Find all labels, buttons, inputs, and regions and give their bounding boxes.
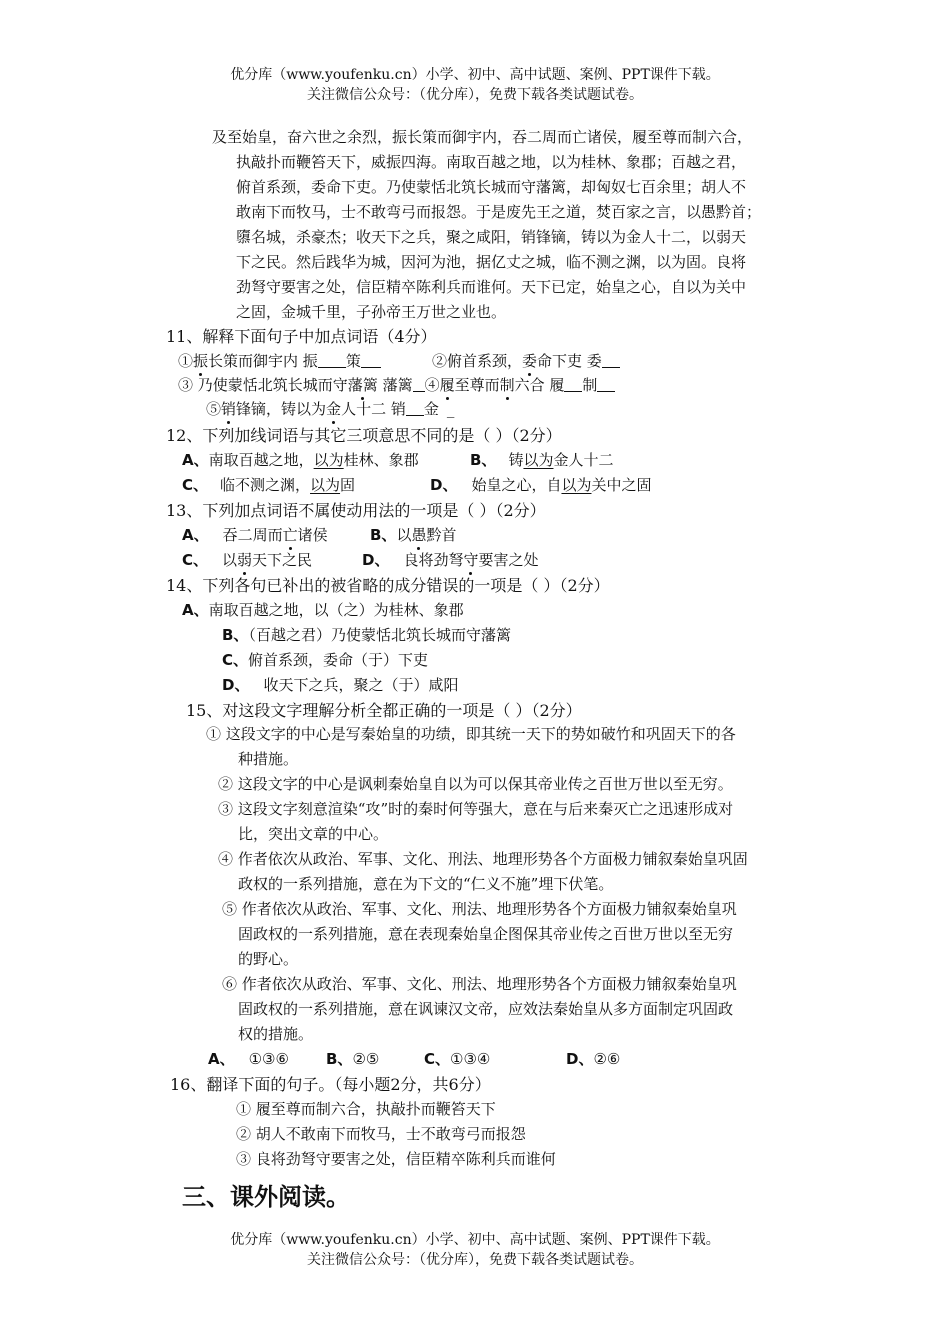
item-text: 策 [345, 352, 361, 370]
option-text: ①③⑥ [248, 1050, 289, 1068]
q13-option-c[interactable] [182, 553, 312, 568]
question-stem: 13、下列加点词语不属使动用法的一项是（ ）（2分） [166, 501, 546, 520]
passage-line: 俯首系颈，委命下吏。乃使蒙恬北筑长城而守藩篱，却匈奴七百余里；胡人不 [236, 178, 747, 196]
q12-option-d[interactable] [430, 478, 652, 493]
dotted-word: 制 [499, 376, 515, 394]
option-letter: A、 [208, 1050, 235, 1068]
dotted-word: 守 [463, 551, 479, 569]
question-stem: 14、下列各句已补出的被省略的成分错误的一项是（ ）（2分） [166, 576, 610, 595]
item-text: 制 [582, 376, 598, 394]
answer-blank[interactable] [406, 401, 424, 416]
option-text: ②⑥ [593, 1050, 621, 1068]
q15-option-a[interactable] [208, 1052, 289, 1067]
q15-statement: 种措施。 [238, 750, 299, 768]
footer-line-1: 优分库（www.youfenku.cn）小学、初中、高中试题、案例、PPT课件下载。 [230, 1232, 720, 1248]
option-letter: D、 [222, 676, 250, 694]
passage-line: 隳名城，杀豪杰；收天下之兵，聚之咸阳，销锋镝，铸以为金人十二，以弱天 [236, 228, 747, 246]
option-letter: C、 [182, 476, 209, 494]
dotted-word: 销 [221, 400, 237, 418]
option-text: 黔首 [426, 526, 457, 544]
option-text: 南取百越之地，以（之）为桂林、象郡 [208, 601, 464, 619]
footer-line-2: 关注微信公众号：（优分库），免费下载各类试题试卷。 [307, 1252, 643, 1268]
item-number: ④ [424, 376, 440, 394]
q11-item-3 [178, 377, 615, 393]
q15-statement: 比，突出文章的中心。 [238, 825, 389, 843]
item-text: 命下吏 委 [537, 352, 602, 370]
option-letter: A、 [182, 451, 209, 469]
q15-statement: 政权的一系列措施，意在为下文的“仁义不施”埋下伏笔。 [238, 875, 614, 893]
section-heading: 三、课外阅读。 [182, 1183, 350, 1211]
item-number: ⑤ [206, 400, 222, 418]
dotted-word: 金 [326, 400, 342, 418]
answer-blank[interactable] [361, 353, 381, 368]
answer-blank[interactable] [602, 353, 620, 368]
q12-option-a[interactable] [182, 453, 419, 468]
q15-statement: ④ 作者依次从政治、军事、文化、刑法、地理形势各个方面极力铺叙秦始皇巩固 [218, 850, 748, 868]
item-text: 至尊而 [454, 376, 500, 394]
q11-item-1 [178, 353, 381, 369]
option-text: ②⑤ [352, 1050, 380, 1068]
option-letter: A、 [182, 526, 209, 544]
header-line-1: 优分库（www.youfenku.cn）小学、初中、高中试题、案例、PPT课件下载。 [230, 67, 720, 83]
q15-statement: ① 这段文字的中心是写秦始皇的功绩，即其统一天下的势如破竹和巩固天下的各 [206, 725, 736, 743]
option-text: 俯首系颈，委命（于）下吏 [248, 651, 429, 669]
q15-statement: 固政权的一系列措施，意在表现秦始皇企图保其帝业传之百世万世以至无穷 [238, 925, 734, 943]
item-text: 长策而御宇内 振 [208, 352, 318, 370]
option-text: 临不测之渊， [220, 476, 311, 494]
passage-line: 执敲扑而鞭笞天下，威振四海。南取百越之地，以为桂林、象郡；百越之君， [236, 153, 747, 171]
item-text: _ [446, 400, 455, 418]
item-number: ① [178, 352, 194, 370]
header-line-2: 关注微信公众号：（优分库），免费下载各类试题试卷。 [307, 87, 643, 103]
option-text: 以 [222, 551, 238, 569]
q14-option-c[interactable] [222, 653, 428, 668]
option-text: （百越之君）乃使蒙恬北筑长城而守藩篱 [248, 626, 511, 644]
option-letter: B、 [370, 526, 397, 544]
item-text: 六合 履 [514, 376, 565, 394]
option-text: 金人十二 [553, 451, 614, 469]
option-text: 铸 [508, 451, 524, 469]
question-stem: 15、对这段文字理解分析全都正确的一项是（ ）（2分） [186, 701, 582, 720]
q15-statement: ⑤ 作者依次从政治、军事、文化、刑法、地理形势各个方面极力铺叙秦始皇巩 [222, 900, 737, 918]
q13-option-a[interactable] [182, 528, 328, 543]
option-letter: B、 [326, 1050, 353, 1068]
q15-statement: 固政权的一系列措施，意在讽谏汉文帝，应效法秦始皇从多方面制定巩固政 [238, 1000, 734, 1018]
dotted-word: 委 [522, 352, 538, 370]
answer-blank[interactable] [564, 377, 582, 392]
question-stem: 16、翻译下面的句子。（每小题2分，共6分） [170, 1075, 491, 1094]
option-letter: C、 [182, 551, 209, 569]
dotted-word: 履 [439, 376, 455, 394]
q16-sentence: ① 履至尊而制六合，执敲扑而鞭笞天下 [236, 1100, 496, 1118]
question-stem: 12、下列加线词语与其它三项意思不同的是（ ）（2分） [166, 426, 562, 445]
option-letter: B、 [222, 626, 249, 644]
q16-sentence: ② 胡人不敢南下而牧马，士不敢弯弓而报怨 [236, 1125, 526, 1143]
dotted-word: 亡 [282, 526, 298, 544]
q11-item-5 [206, 401, 454, 417]
passage-line: 劲弩守要害之处，信臣精卒陈利兵而谁何。天下已定，始皇之心，自以为关中 [236, 278, 747, 296]
q15-option-d[interactable] [566, 1052, 620, 1067]
q15-statement: ③ 这段文字刻意渲染“攻”时的秦时何等强大，意在与后来秦灭亡之迅速形成对 [218, 800, 734, 818]
q15-statement: 权的措施。 [238, 1025, 314, 1043]
passage-line: 下之民。然后践华为城，因河为池，据亿丈之城，临不测之渊，以为固。良将 [236, 253, 747, 271]
option-text: 吞二周而 [222, 526, 283, 544]
option-letter: C、 [424, 1050, 451, 1068]
option-letter: C、 [222, 651, 249, 669]
q13-option-b[interactable] [370, 528, 456, 543]
option-letter: D、 [362, 551, 390, 569]
item-text: ②俯首系颈， [432, 352, 523, 370]
passage-line: 敢南下而牧马，士不敢弯弓而报怨。于是废先王之道，焚百家之言，以愚黔首； [236, 203, 762, 221]
option-text: 天下之民 [252, 551, 313, 569]
q15-statement: ⑥ 作者依次从政治、军事、文化、刑法、地理形势各个方面极力铺叙秦始皇巩 [222, 975, 737, 993]
q14-option-d[interactable] [222, 678, 458, 693]
option-text: ①③④ [450, 1050, 491, 1068]
option-letter: D、 [566, 1050, 594, 1068]
passage-line: 及至始皇，奋六世之余烈，振长策而御宇内，吞二周而亡诸侯，履至尊而制六合， [212, 128, 753, 146]
option-letter: D、 [430, 476, 458, 494]
answer-blank[interactable] [318, 353, 346, 368]
passage-line: 之固，金城千里，子孙帝王万世之业也。 [236, 303, 507, 321]
underlined-word: 以为 [523, 451, 554, 469]
dotted-word: 弱 [237, 551, 253, 569]
q11-item-2 [432, 353, 620, 369]
q16-sentence: ③ 良将劲弩守要害之处，信臣精卒陈利兵而谁何 [236, 1150, 556, 1168]
option-text: 南取百越之地， [208, 451, 314, 469]
option-text: 桂林、象郡 [343, 451, 419, 469]
q14-option-a[interactable] [182, 603, 464, 618]
underlined-word: 以为 [310, 476, 341, 494]
option-text: 固 [340, 476, 356, 494]
underlined-word: 以为 [313, 451, 344, 469]
q15-statement: ② 这段文字的中心是讽刺秦始皇自以为可以保其帝业传之百世万世以至无穷。 [218, 775, 733, 793]
q12-option-c[interactable] [182, 478, 355, 493]
option-text: 良将劲弩 [403, 551, 464, 569]
q15-option-c[interactable] [424, 1052, 490, 1067]
dotted-word: 愚 [411, 526, 427, 544]
option-letter: B、 [470, 451, 497, 469]
q15-statement: 的野心。 [238, 950, 299, 968]
q15-option-b[interactable] [326, 1052, 379, 1067]
q13-option-d[interactable] [362, 553, 539, 568]
option-text: 诸侯 [297, 526, 328, 544]
item-text: 锋镝，铸以为 [236, 400, 327, 418]
question-stem: 11、解释下面句子中加点词语（4分） [166, 327, 437, 346]
answer-blank[interactable] [597, 377, 615, 392]
q14-option-b[interactable] [222, 628, 511, 643]
item-text: 人十二 销 [341, 400, 406, 418]
dotted-word: 振 [193, 352, 209, 370]
option-text: 以 [396, 526, 412, 544]
option-text: 始皇之心，自 [471, 476, 562, 494]
underlined-word: 以为 [561, 476, 592, 494]
answer-blank[interactable] [413, 377, 425, 392]
item-text: 藩篱 [377, 376, 413, 394]
option-text: 关中之固 [591, 476, 652, 494]
option-letter: A、 [182, 601, 209, 619]
item-text: ③ 乃使蒙恬北筑长城而守 [178, 376, 348, 394]
q12-option-b[interactable] [470, 453, 613, 468]
item-text: 金 [423, 400, 439, 418]
option-text: 要害之处 [478, 551, 539, 569]
option-text: 收天下之兵，聚之（于）咸阳 [263, 676, 459, 694]
dotted-word: 藩篱 [347, 376, 378, 394]
